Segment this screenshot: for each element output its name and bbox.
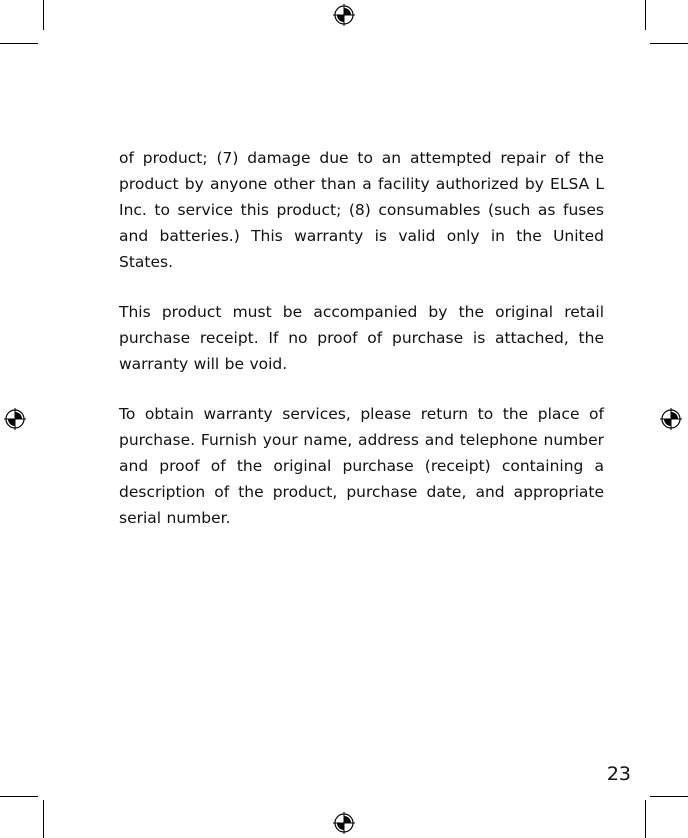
registration-mark-icon (333, 812, 355, 834)
crop-mark-top-right-vertical (645, 0, 646, 30)
paragraph-warranty-service: To obtain warranty services, please return to the place of purchase. Furnish your name, address and telephone number and proof of the original purchase (receipt) containing a description of the product, purchase date, and appropriate serial number. (119, 405, 604, 527)
crop-mark-bottom-left-vertical (43, 800, 44, 838)
page-number: 23 (606, 763, 631, 785)
crop-mark-bottom-right-horizontal (650, 796, 688, 797)
registration-mark-icon (660, 408, 682, 430)
paragraph-warranty-exclusions: of product; (7) damage due to an attempted repair of the product by anyone other than a facility authorized by ELSA L Inc. to service this product; (8) consumables (such as fuses and batteries.) This warranty is valid only in the United States. (119, 149, 604, 271)
crop-mark-bottom-left-horizontal (0, 796, 38, 797)
crop-mark-top-left-horizontal (0, 43, 38, 44)
registration-mark-icon (4, 408, 26, 430)
body-text (119, 145, 604, 555)
crop-mark-bottom-right-vertical (645, 800, 646, 838)
crop-mark-top-right-horizontal (650, 43, 688, 44)
crop-mark-top-left-vertical (43, 0, 44, 30)
paragraph-receipt-requirement: This product must be accompanied by the original retail purchase receipt. If no proof of purchase is attached, the warranty will be void. (119, 303, 604, 373)
registration-mark-icon (333, 4, 355, 26)
